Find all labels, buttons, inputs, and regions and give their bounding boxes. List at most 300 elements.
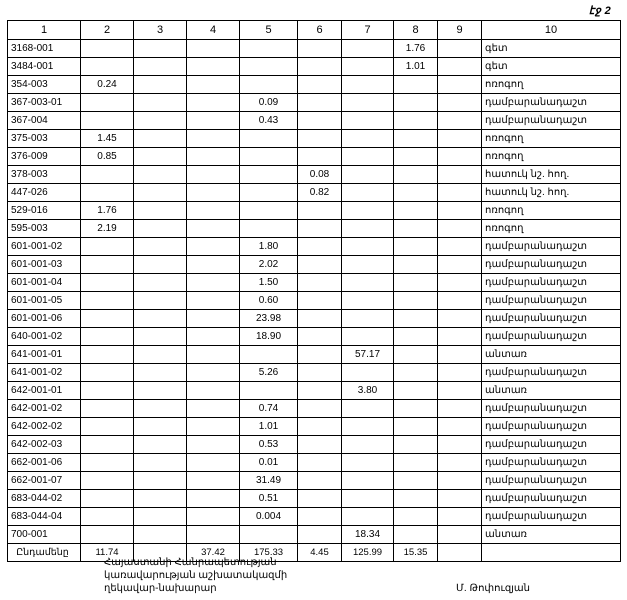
cell-description: դամբարանադաշտ (482, 238, 621, 256)
cell-col2 (81, 166, 134, 184)
cell-col9 (438, 238, 482, 256)
cell-description: դամբարանադաշտ (482, 472, 621, 490)
cell-description: ոռոգող (482, 202, 621, 220)
table-row (8, 526, 621, 544)
table-row (8, 220, 621, 238)
cell-col9 (438, 94, 482, 112)
cell-col4 (187, 112, 240, 130)
cell-col5: 0.53 (240, 436, 298, 454)
cell-col2 (81, 490, 134, 508)
cell-col6 (298, 148, 342, 166)
cell-col2 (81, 238, 134, 256)
cell-col8 (394, 508, 438, 526)
cell-col9 (438, 166, 482, 184)
cell-col4 (187, 274, 240, 292)
cell-col2 (81, 418, 134, 436)
cell-code: 375-003 (8, 130, 81, 148)
cell-code: 378-003 (8, 166, 81, 184)
cell-col7 (342, 220, 394, 238)
cell-col5 (240, 202, 298, 220)
cell-col5 (240, 166, 298, 184)
cell-col7 (342, 400, 394, 418)
cell-col7 (342, 148, 394, 166)
column-header-6: 6 (298, 21, 342, 40)
cell-col5 (240, 220, 298, 238)
cell-description: դամբարանադաշտ (482, 310, 621, 328)
cell-col7: 18.34 (342, 526, 394, 544)
cell-col5 (240, 40, 298, 58)
cell-col5: 1.80 (240, 238, 298, 256)
cell-col3 (134, 148, 187, 166)
cell-col2 (81, 184, 134, 202)
cell-description: ոռոգող (482, 220, 621, 238)
cell-code: 354-003 (8, 76, 81, 94)
cell-col7 (342, 256, 394, 274)
table-row (8, 490, 621, 508)
cell-col8 (394, 526, 438, 544)
cell-description: անտառ (482, 382, 621, 400)
table-row (8, 130, 621, 148)
cell-col4 (187, 202, 240, 220)
cell-description: դամբարանադաշտ (482, 328, 621, 346)
cell-col3 (134, 112, 187, 130)
column-header-4: 4 (187, 21, 240, 40)
cell-col8: 1.01 (394, 58, 438, 76)
cell-col4 (187, 130, 240, 148)
cell-col7 (342, 58, 394, 76)
cell-col9 (438, 436, 482, 454)
cell-col2 (81, 508, 134, 526)
cell-col9 (438, 76, 482, 94)
cell-col9 (438, 220, 482, 238)
cell-col9 (438, 418, 482, 436)
signatory-org-line-1: Հայաստանի Հանրապետության (104, 557, 277, 568)
table-row (8, 184, 621, 202)
cell-code: 662-001-06 (8, 454, 81, 472)
cell-code: 642-002-03 (8, 436, 81, 454)
cell-col8 (394, 130, 438, 148)
cell-col4 (187, 436, 240, 454)
cell-col9 (438, 148, 482, 166)
cell-col2 (81, 436, 134, 454)
cell-col6 (298, 508, 342, 526)
table-row (8, 202, 621, 220)
cell-col3 (134, 526, 187, 544)
cell-col8 (394, 400, 438, 418)
cell-col5 (240, 382, 298, 400)
cell-description: դամբարանադաշտ (482, 454, 621, 472)
cell-col3 (134, 292, 187, 310)
cell-col4 (187, 40, 240, 58)
table-row (8, 40, 621, 58)
cell-col6 (298, 436, 342, 454)
cell-col3 (134, 40, 187, 58)
cell-col3 (134, 184, 187, 202)
cell-col9 (438, 256, 482, 274)
cell-col4 (187, 418, 240, 436)
cell-col6 (298, 292, 342, 310)
cell-col4 (187, 400, 240, 418)
table-row (8, 112, 621, 130)
cell-code: 3168-001 (8, 40, 81, 58)
cell-col2: 1.45 (81, 130, 134, 148)
cell-col3 (134, 436, 187, 454)
cell-description: ոռոգող (482, 148, 621, 166)
cell-col3 (134, 274, 187, 292)
cell-code: 601-001-02 (8, 238, 81, 256)
cell-col6 (298, 364, 342, 382)
cell-col7 (342, 436, 394, 454)
cell-col6 (298, 454, 342, 472)
cell-col5: 1.01 (240, 418, 298, 436)
total-col5: 175.33 (240, 544, 298, 562)
cell-col7 (342, 76, 394, 94)
cell-code: 642-002-02 (8, 418, 81, 436)
cell-description: գետ (482, 40, 621, 58)
cell-col2: 2.19 (81, 220, 134, 238)
cell-col4 (187, 472, 240, 490)
cell-col8 (394, 292, 438, 310)
cell-col4 (187, 310, 240, 328)
cell-col7 (342, 40, 394, 58)
cell-col8 (394, 454, 438, 472)
cell-col7: 3.80 (342, 382, 394, 400)
cell-description: դամբարանադաշտ (482, 436, 621, 454)
total-col2: 11.74 (81, 544, 134, 562)
cell-col3 (134, 400, 187, 418)
cell-col6: 0.82 (298, 184, 342, 202)
cell-col5: 31.49 (240, 472, 298, 490)
cell-col7 (342, 454, 394, 472)
cell-col8 (394, 112, 438, 130)
cell-col6 (298, 346, 342, 364)
cell-col9 (438, 112, 482, 130)
column-header-8: 8 (394, 21, 438, 40)
column-header-10: 10 (482, 21, 621, 40)
cell-col8 (394, 472, 438, 490)
table-row (8, 238, 621, 256)
cell-col9 (438, 328, 482, 346)
cell-col2 (81, 364, 134, 382)
cell-col4 (187, 328, 240, 346)
cell-col7 (342, 490, 394, 508)
cell-col6 (298, 40, 342, 58)
cell-col9 (438, 346, 482, 364)
cell-col2 (81, 256, 134, 274)
cell-col4 (187, 148, 240, 166)
table-row (8, 364, 621, 382)
cell-col3 (134, 328, 187, 346)
cell-code: 642-001-01 (8, 382, 81, 400)
cell-col9 (438, 400, 482, 418)
cell-col4 (187, 526, 240, 544)
column-header-7: 7 (342, 21, 394, 40)
cell-col4 (187, 166, 240, 184)
cell-col3 (134, 508, 187, 526)
table-row (8, 94, 621, 112)
cell-col2 (81, 40, 134, 58)
cell-code: 367-004 (8, 112, 81, 130)
cell-col5: 0.43 (240, 112, 298, 130)
signatory-org-line-2: կառավարության աշխատակազմի (104, 570, 288, 581)
land-plot-table-container (7, 20, 620, 562)
cell-col8 (394, 76, 438, 94)
cell-col7 (342, 94, 394, 112)
cell-col5: 0.01 (240, 454, 298, 472)
table-body (8, 40, 621, 562)
cell-col8 (394, 328, 438, 346)
table-row (8, 418, 621, 436)
cell-col9 (438, 526, 482, 544)
cell-code: 641-001-01 (8, 346, 81, 364)
column-header-3: 3 (134, 21, 187, 40)
cell-col7 (342, 508, 394, 526)
cell-col3 (134, 472, 187, 490)
cell-col3 (134, 454, 187, 472)
cell-col9 (438, 292, 482, 310)
total-col8: 15.35 (394, 544, 438, 562)
table-header-row (8, 21, 621, 40)
cell-description: դամբարանադաշտ (482, 112, 621, 130)
column-header-5: 5 (240, 21, 298, 40)
column-header-1: 1 (8, 21, 81, 40)
cell-col4 (187, 292, 240, 310)
cell-col5: 2.02 (240, 256, 298, 274)
cell-col9 (438, 130, 482, 148)
cell-col6 (298, 220, 342, 238)
cell-col4 (187, 256, 240, 274)
total-col7: 125.99 (342, 544, 394, 562)
cell-col5: 18.90 (240, 328, 298, 346)
cell-col4 (187, 76, 240, 94)
cell-col3 (134, 346, 187, 364)
cell-col5 (240, 346, 298, 364)
cell-col5 (240, 130, 298, 148)
cell-col4 (187, 508, 240, 526)
cell-col7 (342, 274, 394, 292)
cell-col5 (240, 76, 298, 94)
table-row (8, 256, 621, 274)
cell-col3 (134, 310, 187, 328)
cell-col6 (298, 400, 342, 418)
cell-col8 (394, 148, 438, 166)
cell-col7 (342, 130, 394, 148)
cell-col2 (81, 274, 134, 292)
cell-col7 (342, 364, 394, 382)
cell-col3 (134, 490, 187, 508)
cell-description: հատուկ նշ. հող. (482, 166, 621, 184)
cell-col2 (81, 94, 134, 112)
cell-col8 (394, 418, 438, 436)
cell-code: 642-001-02 (8, 400, 81, 418)
cell-col3 (134, 238, 187, 256)
cell-col3 (134, 364, 187, 382)
cell-col6 (298, 94, 342, 112)
signatory-title: ղեկավար-նախարար (104, 583, 217, 594)
cell-col5: 5.26 (240, 364, 298, 382)
cell-col6 (298, 274, 342, 292)
cell-description: գետ (482, 58, 621, 76)
column-header-9: 9 (438, 21, 482, 40)
cell-code: 641-001-02 (8, 364, 81, 382)
table-header (8, 21, 621, 40)
cell-col2 (81, 112, 134, 130)
cell-col3 (134, 58, 187, 76)
cell-col4 (187, 220, 240, 238)
total-label: Ընդամենը (8, 544, 81, 562)
cell-col9 (438, 40, 482, 58)
cell-col9 (438, 58, 482, 76)
cell-col9 (438, 310, 482, 328)
cell-code: 601-001-04 (8, 274, 81, 292)
cell-col7 (342, 166, 394, 184)
cell-col4 (187, 346, 240, 364)
cell-col8 (394, 382, 438, 400)
cell-col2: 0.85 (81, 148, 134, 166)
cell-col6 (298, 310, 342, 328)
cell-col5: 0.60 (240, 292, 298, 310)
cell-col9 (438, 454, 482, 472)
cell-col6 (298, 76, 342, 94)
cell-description: դամբարանադաշտ (482, 490, 621, 508)
cell-col9 (438, 202, 482, 220)
cell-col2 (81, 454, 134, 472)
cell-col2 (81, 400, 134, 418)
cell-col2 (81, 328, 134, 346)
cell-col8 (394, 220, 438, 238)
cell-code: 601-001-05 (8, 292, 81, 310)
cell-col2 (81, 58, 134, 76)
cell-col7 (342, 238, 394, 256)
cell-col7 (342, 292, 394, 310)
cell-col9 (438, 508, 482, 526)
cell-col6 (298, 526, 342, 544)
cell-col5 (240, 148, 298, 166)
column-header-2: 2 (81, 21, 134, 40)
cell-code: 3484-001 (8, 58, 81, 76)
cell-col8 (394, 238, 438, 256)
cell-col4 (187, 184, 240, 202)
cell-col8 (394, 202, 438, 220)
cell-col9 (438, 364, 482, 382)
cell-col4 (187, 490, 240, 508)
cell-description: անտառ (482, 346, 621, 364)
cell-code: 640-001-02 (8, 328, 81, 346)
cell-col6 (298, 130, 342, 148)
cell-col4 (187, 94, 240, 112)
cell-col7 (342, 202, 394, 220)
cell-code: 683-044-02 (8, 490, 81, 508)
table-row (8, 400, 621, 418)
cell-col8: 1.76 (394, 40, 438, 58)
cell-col4 (187, 454, 240, 472)
cell-col5: 0.09 (240, 94, 298, 112)
table-row (8, 508, 621, 526)
cell-col3 (134, 256, 187, 274)
cell-col6 (298, 418, 342, 436)
cell-col8 (394, 184, 438, 202)
cell-col6: 0.08 (298, 166, 342, 184)
cell-col3 (134, 76, 187, 94)
cell-col2 (81, 346, 134, 364)
cell-description: ոռոգող (482, 130, 621, 148)
cell-col7 (342, 472, 394, 490)
table-row (8, 166, 621, 184)
cell-col8 (394, 436, 438, 454)
cell-description: հատուկ նշ. հող. (482, 184, 621, 202)
table-row (8, 76, 621, 94)
cell-col2 (81, 310, 134, 328)
cell-code: 595-003 (8, 220, 81, 238)
cell-description: դամբարանադաշտ (482, 418, 621, 436)
cell-col9 (438, 274, 482, 292)
cell-col8 (394, 490, 438, 508)
table-row (8, 382, 621, 400)
cell-col4 (187, 364, 240, 382)
table-row (8, 148, 621, 166)
table-row (8, 328, 621, 346)
cell-col3 (134, 130, 187, 148)
cell-col5: 1.50 (240, 274, 298, 292)
cell-col4 (187, 382, 240, 400)
cell-description: անտառ (482, 526, 621, 544)
cell-code: 700-001 (8, 526, 81, 544)
cell-col5: 23.98 (240, 310, 298, 328)
cell-col5 (240, 184, 298, 202)
signature-block (104, 556, 604, 595)
cell-col8 (394, 256, 438, 274)
cell-col6 (298, 472, 342, 490)
cell-col2: 1.76 (81, 202, 134, 220)
cell-col3 (134, 382, 187, 400)
cell-code: 601-001-06 (8, 310, 81, 328)
cell-col2 (81, 292, 134, 310)
cell-description: դամբարանադաշտ (482, 94, 621, 112)
signatory-name: Մ. Թոփուզյան (456, 583, 530, 594)
cell-code: 376-009 (8, 148, 81, 166)
cell-col3 (134, 94, 187, 112)
cell-col8 (394, 364, 438, 382)
table-row (8, 436, 621, 454)
cell-col7 (342, 310, 394, 328)
cell-col8 (394, 274, 438, 292)
cell-col8 (394, 166, 438, 184)
cell-col6 (298, 256, 342, 274)
cell-description: ոռոգող (482, 76, 621, 94)
cell-description: դամբարանադաշտ (482, 274, 621, 292)
cell-description: դամբարանադաշտ (482, 364, 621, 382)
cell-col6 (298, 382, 342, 400)
cell-description: դամբարանադաշտ (482, 400, 621, 418)
cell-col5: 0.74 (240, 400, 298, 418)
cell-col5: 0.004 (240, 508, 298, 526)
cell-col2: 0.24 (81, 76, 134, 94)
cell-col4 (187, 238, 240, 256)
cell-col7 (342, 418, 394, 436)
cell-col2 (81, 382, 134, 400)
cell-code: 601-001-03 (8, 256, 81, 274)
cell-code: 683-044-04 (8, 508, 81, 526)
cell-col7 (342, 112, 394, 130)
cell-col8 (394, 94, 438, 112)
cell-col9 (438, 184, 482, 202)
cell-col8 (394, 346, 438, 364)
table-row (8, 472, 621, 490)
cell-col3 (134, 202, 187, 220)
cell-col5 (240, 526, 298, 544)
cell-col6 (298, 58, 342, 76)
cell-description: դամբարանադաշտ (482, 256, 621, 274)
